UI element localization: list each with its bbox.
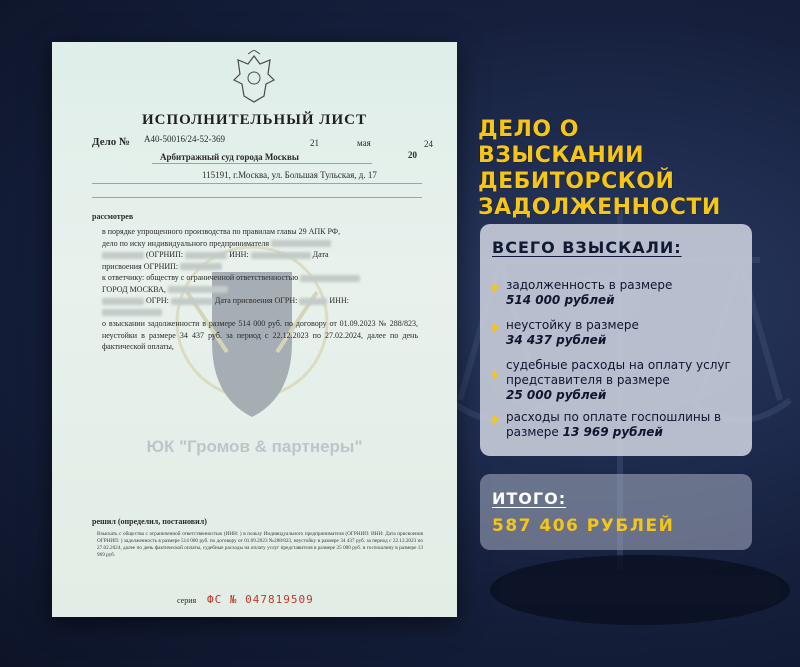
headline-line: ДЕБИТОРСКОЙ — [478, 169, 675, 194]
summary-item-amount: 13 969 рублей — [562, 425, 663, 439]
body-line — [102, 295, 418, 307]
redacted-field — [102, 309, 162, 316]
decision-paragraph: Взыскать с общества с ограниченной ответственностью (ИНН: ) в пользу Индивидуального предпринимателя (ОГРНИП: ИНН: Дата присвоения ОГРНИП: ) задолженность в размере 514 000 руб. по договору от 01.09.2023 №288/823, неустойку в размере 34 437 руб. за период с 22.12.2023 по 27.02.2024, далее по день фактической оплаты, судебные расходы на оплату услуг представителя в размере 25 000 руб. и госпошлину в размере 13 969 руб. — [97, 531, 423, 558]
body-line — [102, 238, 418, 250]
body-line — [102, 284, 418, 296]
body-line — [102, 307, 418, 319]
summary-card — [480, 224, 752, 456]
summary-title: ВСЕГО ВЗЫСКАЛИ: — [492, 238, 682, 257]
considered-label: рассмотрев — [92, 212, 134, 221]
headline — [478, 117, 788, 221]
redacted-field — [180, 263, 222, 270]
date-month: мая — [357, 138, 371, 148]
redacted-field — [168, 286, 228, 293]
decision-text — [97, 531, 423, 559]
document-body — [102, 226, 418, 353]
total-label: ИТОГО: — [492, 489, 567, 508]
body-line — [102, 249, 418, 261]
body-line: в порядке упрощенного производства по правилам главы 29 АПК РФ, — [102, 227, 341, 236]
serial-number: ФС № 047819509 — [207, 593, 314, 606]
lightning-icon — [490, 368, 500, 382]
summary-item-amount: 34 437 рублей — [506, 333, 607, 347]
body-line-text: дело по иску индивидуального предпринимателя — [102, 238, 270, 248]
summary-item-amount: 25 000 рублей — [506, 388, 607, 402]
lightning-icon — [490, 281, 500, 295]
redacted-field — [185, 252, 227, 259]
lightning-icon — [490, 413, 500, 427]
body-line — [102, 272, 418, 284]
summary-item-amount: 514 000 рублей — [506, 293, 615, 307]
document-title: ИСПОЛНИТЕЛЬНЫЙ ЛИСТ — [141, 112, 367, 128]
body-line-text: ИНН: — [329, 296, 349, 305]
headline-line: ДЕЛО О — [478, 117, 579, 142]
court-name: Арбитражный суд города Москвы — [160, 152, 299, 162]
redacted-field — [300, 275, 360, 282]
total-value: 587 406 РУБЛЕЙ — [492, 516, 675, 536]
redacted-field — [102, 298, 144, 305]
lightning-icon — [490, 321, 500, 335]
body-line: о взыскании задолженности в размере 514 000 руб. по договору от 01.09.2023 № 288/823, неустойки в размере 34 437 руб. за период с 22.12.2023 по 27.02.2024, далее по день фактической оплаты, — [102, 319, 418, 351]
body-line — [102, 261, 418, 273]
company-watermark: ЮК "Громов & партнеры" — [146, 437, 363, 456]
body-line-text: Дата — [312, 250, 329, 259]
summary-item-text: неустойку в размере — [506, 318, 639, 332]
year-prefix: 20 — [408, 150, 417, 160]
summary-item-text: расходы по оплате госпошлины в размере — [506, 410, 722, 439]
headline-line: ЗАДОЛЖЕННОСТИ — [478, 195, 721, 220]
divider — [152, 163, 372, 164]
summary-item — [490, 358, 742, 403]
headline-line: ВЗЫСКАНИИ — [478, 143, 645, 168]
body-line-text: ИНН: — [229, 250, 249, 259]
body-line-text: присвоения ОГРНИП: — [102, 261, 179, 271]
body-line-text: к ответчику: обществу с ограниченной ответственностью — [102, 273, 299, 282]
divider — [92, 197, 422, 198]
body-line-text: ОГРН: — [146, 296, 169, 305]
series-label: серия — [177, 596, 197, 605]
decision-label: решил (определил, постановил) — [92, 517, 207, 526]
summary-item — [490, 318, 742, 348]
redacted-field — [251, 252, 311, 259]
writ-of-execution-document — [52, 42, 457, 617]
date-year: 24 — [424, 139, 433, 149]
court-address: 115191, г.Москва, ул. Большая Тульская, д. 17 — [202, 170, 377, 180]
redacted-field — [171, 298, 213, 305]
body-line-text: (ОГРНИП: — [146, 250, 184, 259]
body-line-text: Дата присвоения ОГРН: — [214, 296, 298, 305]
summary-item-text: судебные расходы на оплату услуг представителя в размере — [506, 358, 731, 387]
redacted-field — [271, 240, 331, 247]
redacted-field — [102, 252, 144, 259]
total-card — [480, 474, 752, 550]
case-number: А40-50016/24-52-369 — [144, 134, 225, 144]
date-day: 21 — [310, 138, 319, 148]
body-line-text: ГОРОД МОСКВА, — [102, 284, 166, 294]
coat-of-arms-icon — [230, 50, 278, 106]
summary-item-text: задолженность в размере — [506, 278, 673, 292]
summary-item — [490, 410, 742, 440]
summary-item — [490, 278, 742, 308]
case-label: Дело № — [92, 136, 131, 148]
divider — [92, 183, 422, 184]
redacted-field — [299, 298, 327, 305]
